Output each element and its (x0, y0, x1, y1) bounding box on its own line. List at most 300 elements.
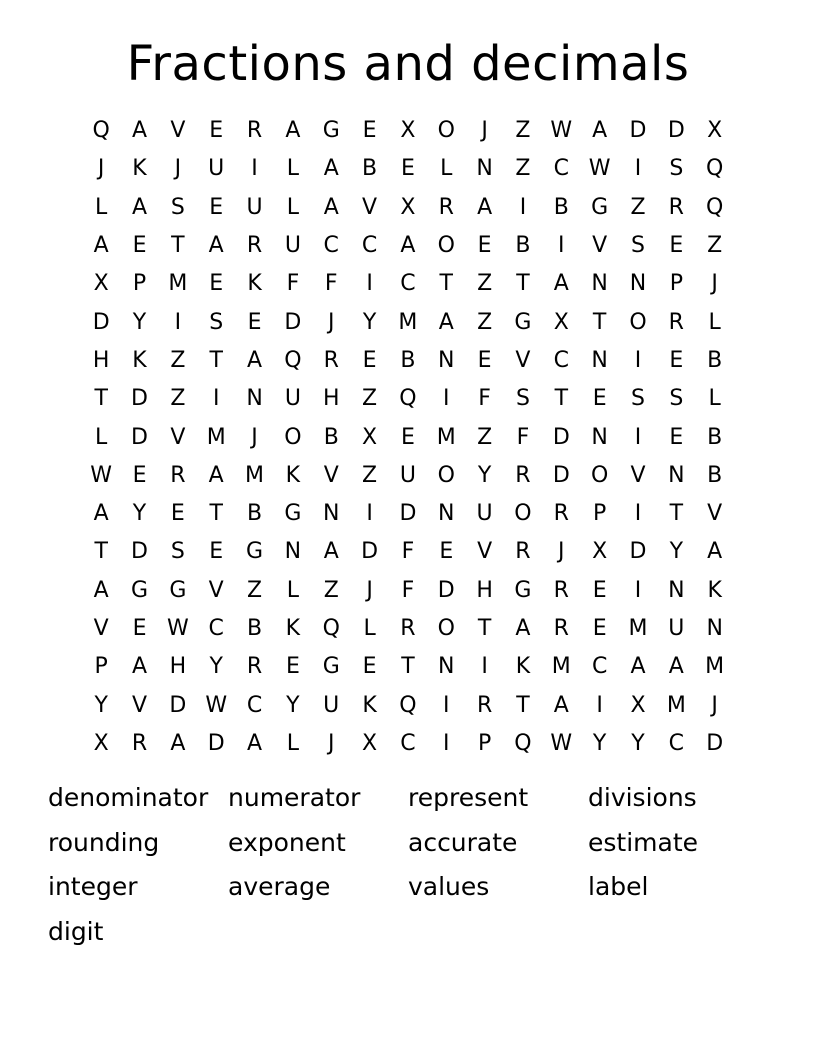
grid-letter: V (170, 424, 186, 450)
grid-letter: W (550, 730, 573, 756)
grid-letter: X (400, 118, 416, 144)
grid-letter: R (323, 347, 339, 373)
grid-letter: Y (132, 309, 147, 335)
page-title: Fractions and decimals (126, 36, 690, 92)
grid-letter: E (669, 424, 684, 450)
grid-letter: M (245, 462, 265, 488)
grid-letter: E (669, 347, 684, 373)
grid-letter: J (97, 156, 105, 182)
grid-letter: Z (707, 233, 723, 259)
word-bank-item: numerator (228, 783, 361, 812)
grid-letter: D (437, 577, 455, 603)
grid-letter: P (593, 501, 607, 527)
grid-letter: H (169, 654, 187, 680)
grid-letter: Y (631, 730, 645, 756)
grid-letter: A (515, 616, 531, 641)
grid-letter: S (631, 233, 645, 259)
grid-letter: L (708, 309, 721, 335)
grid-letter: E (362, 118, 377, 144)
grid-letter: O (514, 501, 532, 527)
grid-letter: C (208, 616, 224, 641)
grid-letter: Z (247, 577, 263, 603)
grid-letter: A (131, 654, 148, 680)
grid-row (82, 303, 734, 341)
grid-letter: E (170, 501, 185, 527)
grid-letter: C (400, 730, 416, 756)
grid-row (82, 112, 734, 150)
grid-letter: U (208, 156, 225, 182)
grid-letter: F (401, 539, 415, 565)
grid-letter: X (592, 539, 608, 565)
grid-letter: F (478, 386, 491, 412)
grid-letter: V (131, 692, 148, 718)
grid-letter: Z (362, 462, 378, 488)
grid-row (82, 342, 734, 380)
grid-letter: D (284, 309, 302, 335)
grid-letter: C (553, 347, 569, 373)
grid-letter: E (592, 386, 607, 412)
grid-letter: Z (362, 386, 378, 412)
grid-letter: F (324, 271, 338, 297)
grid-letter: P (477, 730, 492, 756)
grid-letter: X (362, 424, 378, 450)
grid-letter: P (94, 654, 108, 680)
grid-letter: I (366, 271, 373, 297)
grid-letter: M (666, 692, 686, 718)
grid-letter: A (592, 118, 608, 144)
grid-letter: I (481, 654, 488, 680)
grid-letter: X (400, 194, 416, 220)
grid-letter: C (361, 233, 378, 259)
grid-letter: R (246, 118, 263, 144)
grid-letter: K (285, 616, 301, 641)
grid-row (82, 495, 734, 533)
grid-letter: Z (515, 118, 531, 144)
grid-letter: D (552, 424, 570, 450)
grid-letter: N (591, 347, 608, 373)
grid-letter: T (209, 501, 223, 527)
grid-letter: B (553, 194, 569, 220)
grid-letter: T (516, 271, 530, 297)
grid-letter: I (634, 424, 642, 450)
grid-letter: E (669, 233, 684, 259)
grid-letter: V (707, 501, 723, 527)
grid-letter: E (285, 654, 300, 680)
grid-row (82, 227, 734, 265)
grid-letter: J (327, 730, 335, 756)
grid-letter: R (668, 194, 684, 220)
grid-letter: Q (399, 386, 417, 412)
grid-letter: N (668, 577, 685, 603)
word-bank-item: values (408, 872, 490, 902)
grid-letter: H (92, 347, 110, 373)
grid-letter: A (323, 194, 339, 220)
grid-letter: B (515, 233, 531, 259)
grid-letter: L (708, 386, 721, 412)
grid-letter: I (519, 194, 527, 220)
grid-letter: E (592, 616, 607, 641)
grid-letter: Q (322, 616, 340, 641)
grid-letter: N (284, 539, 302, 565)
grid-letter: G (514, 577, 532, 603)
grid-letter: R (553, 577, 569, 603)
grid-letter: R (553, 501, 569, 527)
grid-letter: A (553, 692, 569, 718)
grid-letter: T (171, 233, 185, 259)
grid-letter: K (132, 156, 147, 182)
grid-letter: A (707, 539, 723, 565)
grid-letter: T (94, 386, 108, 412)
grid-letter: C (553, 156, 569, 182)
grid-letter: D (552, 462, 570, 488)
grid-letter: I (174, 309, 182, 335)
grid-letter: Q (706, 194, 724, 220)
grid-letter: M (168, 271, 188, 297)
grid-letter: X (553, 309, 569, 335)
grid-letter: A (438, 309, 454, 335)
word-bank (48, 778, 768, 957)
grid-letter: I (634, 347, 642, 373)
grid-letter: G (169, 577, 187, 603)
word-bank-item: rounding (48, 827, 160, 857)
grid-letter: B (707, 462, 723, 488)
grid-row (82, 150, 734, 188)
grid-letter: R (553, 616, 569, 641)
grid-letter: D (706, 730, 724, 756)
grid-letter: I (212, 386, 220, 412)
grid-letter: H (476, 577, 493, 603)
grid-letter: Y (669, 539, 684, 565)
grid-letter: B (323, 424, 339, 450)
grid-letter: C (591, 654, 608, 680)
grid-letter: Y (477, 462, 492, 488)
grid-letter: I (443, 386, 450, 412)
grid-row (82, 533, 734, 571)
grid-letter: J (711, 271, 718, 297)
grid-letter: E (132, 616, 147, 641)
grid-letter: K (707, 577, 722, 603)
grid-letter: E (439, 539, 454, 565)
grid-letter: M (551, 654, 571, 680)
grid-row (82, 725, 734, 763)
grid-letter: I (251, 156, 258, 182)
grid-row (82, 648, 734, 686)
word-bank-item: divisions (588, 783, 697, 812)
grid-row (82, 572, 734, 610)
grid-letter: X (93, 730, 109, 756)
grid-letter: B (707, 424, 723, 450)
word-bank-item: estimate (588, 827, 699, 857)
grid-letter: F (286, 271, 300, 297)
grid-letter: A (93, 233, 109, 259)
grid-letter: W (205, 692, 228, 718)
grid-letter: Y (132, 501, 147, 527)
grid-letter: T (592, 309, 607, 335)
grid-row (82, 686, 734, 724)
grid-letter: B (247, 501, 263, 527)
grid-letter: U (246, 194, 263, 220)
grid-letter: A (247, 730, 263, 756)
grid-letter: U (399, 462, 416, 488)
grid-letter: D (399, 501, 417, 527)
grid-letter: F (516, 424, 530, 450)
grid-letter: X (362, 730, 378, 756)
grid-letter: V (630, 462, 646, 488)
grid-letter: S (669, 386, 684, 412)
grid-letter: S (515, 386, 530, 412)
grid-letter: E (209, 194, 224, 220)
grid-letter: V (592, 233, 608, 259)
word-bank-item: integer (48, 872, 138, 902)
grid-letter: I (558, 233, 565, 259)
grid-letter: V (170, 118, 186, 144)
grid-letter: D (131, 424, 148, 450)
grid-letter: C (246, 692, 263, 718)
grid-letter: G (284, 501, 302, 527)
grid-letter: I (634, 156, 642, 182)
grid-letter: A (131, 118, 148, 144)
grid-letter: Z (515, 156, 531, 182)
grid-letter: T (516, 692, 530, 718)
grid-letter: A (323, 156, 339, 182)
grid-letter: E (362, 654, 377, 680)
grid-letter: O (437, 233, 455, 259)
grid-letter: O (437, 462, 455, 488)
word-bank-item: digit (48, 917, 104, 947)
grid-letter: Q (706, 156, 724, 182)
grid-letter: B (362, 156, 378, 182)
grid-letter: W (90, 462, 113, 488)
grid-letter: T (669, 501, 684, 527)
grid-letter: X (630, 692, 646, 718)
grid-letter: H (322, 386, 340, 412)
grid-letter: U (284, 386, 301, 412)
grid-letter: P (669, 271, 683, 297)
grid-letter: M (206, 424, 226, 450)
grid-letter: N (438, 654, 455, 680)
grid-letter: W (550, 118, 573, 144)
grid-letter: Y (209, 654, 223, 680)
grid-letter: F (401, 577, 415, 603)
grid-letter: Q (399, 692, 417, 718)
grid-row (82, 610, 734, 648)
grid-letter: G (246, 539, 264, 565)
grid-letter: L (286, 194, 300, 220)
grid-letter: A (400, 233, 416, 259)
grid-letter: L (286, 156, 300, 182)
grid-letter: R (476, 692, 493, 718)
grid-letter: D (361, 539, 379, 565)
grid-letter: I (366, 501, 373, 527)
grid-letter: E (362, 347, 377, 373)
grid-letter: A (668, 654, 684, 680)
grid-letter: E (477, 233, 492, 259)
grid-letter: O (629, 309, 647, 335)
grid-letter: N (706, 616, 723, 641)
grid-letter: D (169, 692, 187, 718)
grid-letter: R (438, 194, 454, 220)
grid-letter: A (208, 233, 224, 259)
grid-letter: I (596, 692, 603, 718)
word-bank-item: denominator (48, 783, 209, 812)
grid-letter: A (477, 194, 493, 220)
grid-letter: I (443, 730, 450, 756)
grid-letter: O (284, 424, 302, 450)
grid-letter: L (440, 156, 453, 182)
grid-letter: G (514, 309, 532, 335)
word-bank-item: represent (408, 783, 529, 812)
grid-letter: J (366, 577, 373, 603)
grid-letter: L (286, 577, 300, 603)
grid-letter: I (634, 501, 642, 527)
word-bank-item: label (588, 872, 649, 902)
grid-letter: E (209, 539, 224, 565)
grid-letter: M (628, 616, 648, 641)
grid-letter: N (629, 271, 647, 297)
grid-letter: D (629, 118, 647, 144)
grid-letter: Z (323, 577, 339, 603)
grid-letter: A (630, 654, 646, 680)
grid-letter: M (436, 424, 456, 450)
grid-letter: L (95, 194, 108, 220)
grid-letter: O (437, 118, 455, 144)
grid-letter: R (515, 462, 531, 488)
grid-letter: V (323, 462, 339, 488)
grid-letter: T (477, 616, 492, 641)
grid-letter: E (209, 271, 224, 297)
grid-letter: A (93, 577, 109, 603)
grid-letter: C (323, 233, 339, 259)
grid-letter: Z (630, 194, 646, 220)
grid-letter: J (558, 539, 565, 565)
grid-letter: K (132, 347, 147, 373)
grid-letter: C (668, 730, 685, 756)
grid-letter: M (398, 309, 418, 335)
grid-letter: T (439, 271, 453, 297)
grid-letter: V (93, 616, 109, 641)
grid-letter: D (92, 309, 110, 335)
grid-letter: N (323, 501, 340, 527)
grid-letter: E (209, 118, 224, 144)
grid-row (82, 418, 734, 456)
grid-letter: R (170, 462, 186, 488)
grid-letter: E (132, 233, 147, 259)
grid-letter: Z (170, 386, 186, 412)
grid-letter: Y (592, 730, 607, 756)
grid-letter: J (711, 692, 718, 718)
grid-letter: E (477, 347, 492, 373)
grid-letter: I (634, 577, 642, 603)
word-bank-item: accurate (408, 827, 518, 857)
grid-letter: A (170, 730, 186, 756)
grid-letter: K (247, 271, 262, 297)
grid-letter: J (251, 424, 258, 450)
grid-letter: D (131, 539, 148, 565)
grid-row (82, 189, 734, 227)
grid-letter: R (246, 233, 263, 259)
grid-letter: R (400, 616, 416, 641)
grid-letter: R (515, 539, 531, 565)
grid-letter: A (208, 462, 224, 488)
grid-letter: N (591, 424, 608, 450)
grid-letter: Z (170, 347, 186, 373)
grid-letter: T (94, 539, 108, 565)
grid-letter: T (554, 386, 569, 412)
grid-letter: V (515, 347, 531, 373)
grid-letter: Y (362, 309, 377, 335)
grid-letter: O (590, 462, 609, 488)
grid-letter: N (591, 271, 608, 297)
grid-letter: D (131, 386, 148, 412)
grid-letter: A (93, 501, 109, 527)
grid-letter: V (477, 539, 493, 565)
grid-letter: E (400, 156, 415, 182)
grid-letter: G (130, 577, 149, 603)
grid-letter: Q (284, 347, 302, 373)
grid-letter: U (668, 616, 685, 641)
grid-letter: E (132, 462, 147, 488)
grid-letter: S (170, 194, 185, 220)
grid-letter: J (174, 156, 182, 182)
grid-letter: U (284, 233, 301, 259)
grid-letter: V (208, 577, 224, 603)
grid-letter: G (322, 118, 340, 144)
grid-letter: S (669, 156, 684, 182)
grid-letter: E (247, 309, 262, 335)
grid-letter: V (362, 194, 378, 220)
grid-letter: X (707, 118, 723, 144)
grid-letter: S (170, 539, 185, 565)
grid-letter: A (553, 271, 569, 297)
grid-letter: T (401, 654, 415, 680)
grid-letter: N (438, 347, 455, 373)
grid-letter: N (438, 501, 455, 527)
grid-letter: N (246, 386, 263, 412)
grid-letter: E (400, 424, 415, 450)
grid-letter: R (668, 309, 684, 335)
grid-letter: Z (477, 424, 493, 450)
grid-letter: A (247, 347, 263, 373)
grid-row (82, 457, 734, 495)
word-bank-item: exponent (228, 827, 346, 857)
grid-letter: I (443, 692, 450, 718)
grid-letter: K (515, 654, 531, 680)
grid-letter: B (247, 616, 263, 641)
grid-letter: B (707, 347, 723, 373)
grid-letter: Q (514, 730, 532, 756)
grid-letter: S (631, 386, 645, 412)
grid-letter: W (166, 616, 189, 641)
grid-letter: L (363, 616, 376, 641)
grid-letter: Z (477, 309, 493, 335)
grid-letter: R (246, 654, 263, 680)
grid-letter: M (705, 654, 725, 680)
grid-letter: K (362, 692, 377, 718)
word-bank-item: average (228, 872, 331, 902)
grid-letter: S (209, 309, 224, 335)
grid-letter: Z (477, 271, 493, 297)
grid-letter: J (481, 118, 488, 144)
grid-letter: T (209, 347, 223, 373)
grid-letter: U (323, 692, 340, 718)
grid-letter: G (591, 194, 609, 220)
grid-letter: O (437, 616, 455, 641)
grid-letter: D (667, 118, 685, 144)
grid-letter: L (286, 730, 300, 756)
grid-letter: N (668, 462, 685, 488)
grid-letter: Y (286, 692, 300, 718)
grid-letter: N (476, 156, 493, 182)
